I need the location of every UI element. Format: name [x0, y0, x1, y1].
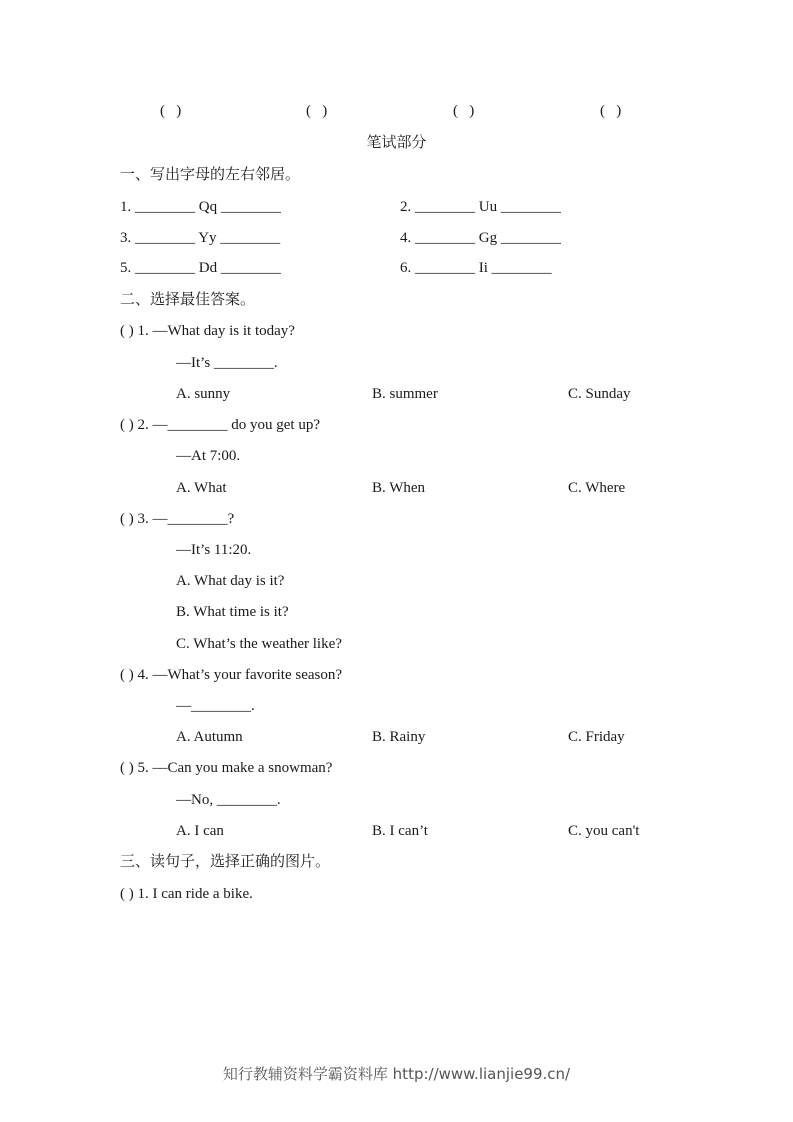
option-b: B. When [372, 480, 426, 496]
answer-bracket: ( ) [600, 103, 622, 119]
option-b: B. Rainy [372, 729, 426, 745]
question-stem: ( ) 2. —________ do you get up? [120, 417, 320, 433]
option-c: C. Sunday [568, 386, 631, 402]
answer-bracket: ( ) [306, 103, 328, 119]
answer-bracket: ( ) [160, 103, 182, 119]
question-reply: —It’s 11:20. [176, 542, 252, 558]
section-heading-2: 二、选择最佳答案。 [120, 292, 256, 308]
option-c: C. Friday [568, 729, 625, 745]
option-b: B. What time is it? [176, 604, 289, 620]
option-c: C. you can't [568, 823, 640, 839]
option-b: B. I can’t [372, 823, 428, 839]
option-c: C. What’s the weather like? [176, 636, 342, 652]
question-reply: —It’s ________. [176, 355, 278, 371]
letter-item: 1. ________ Qq ________ [120, 199, 281, 215]
option-a: A. Autumn [176, 729, 243, 745]
letter-item: 2. ________ Uu ________ [400, 199, 561, 215]
option-a: A. What day is it? [176, 573, 285, 589]
option-a: A. sunny [176, 386, 231, 402]
question-reply: —No, ________. [176, 792, 281, 808]
section-heading-3: 三、读句子，选择正确的图片。 [120, 854, 331, 870]
question-reply: —At 7:00. [176, 448, 241, 464]
question-stem: ( ) 3. —________? [120, 511, 235, 527]
option-a: A. What [176, 480, 227, 496]
answer-bracket: ( ) [453, 103, 475, 119]
letter-item: 4. ________ Gg ________ [400, 230, 561, 246]
question-stem: ( ) 1. —What day is it today? [120, 323, 295, 339]
question-stem: ( ) 1. I can ride a bike. [120, 886, 253, 902]
page-title: 笔试部分 [366, 135, 427, 151]
letter-item: 3. ________ Yy ________ [120, 230, 281, 246]
letter-item: 6. ________ Ii ________ [400, 260, 552, 276]
option-b: B. summer [372, 386, 438, 402]
option-c: C. Where [568, 480, 626, 496]
letter-item: 5. ________ Dd ________ [120, 260, 281, 276]
question-stem: ( ) 4. —What’s your favorite season? [120, 667, 343, 683]
question-stem: ( ) 5. —Can you make a snowman? [120, 760, 333, 776]
section-heading-1: 一、写出字母的左右邻居。 [120, 167, 301, 183]
question-reply: —________. [176, 698, 255, 714]
option-a: A. I can [176, 823, 224, 839]
footer-watermark: 知行教辅资料学霸资料库 http://www.lianjie99.cn/ [222, 1065, 571, 1083]
